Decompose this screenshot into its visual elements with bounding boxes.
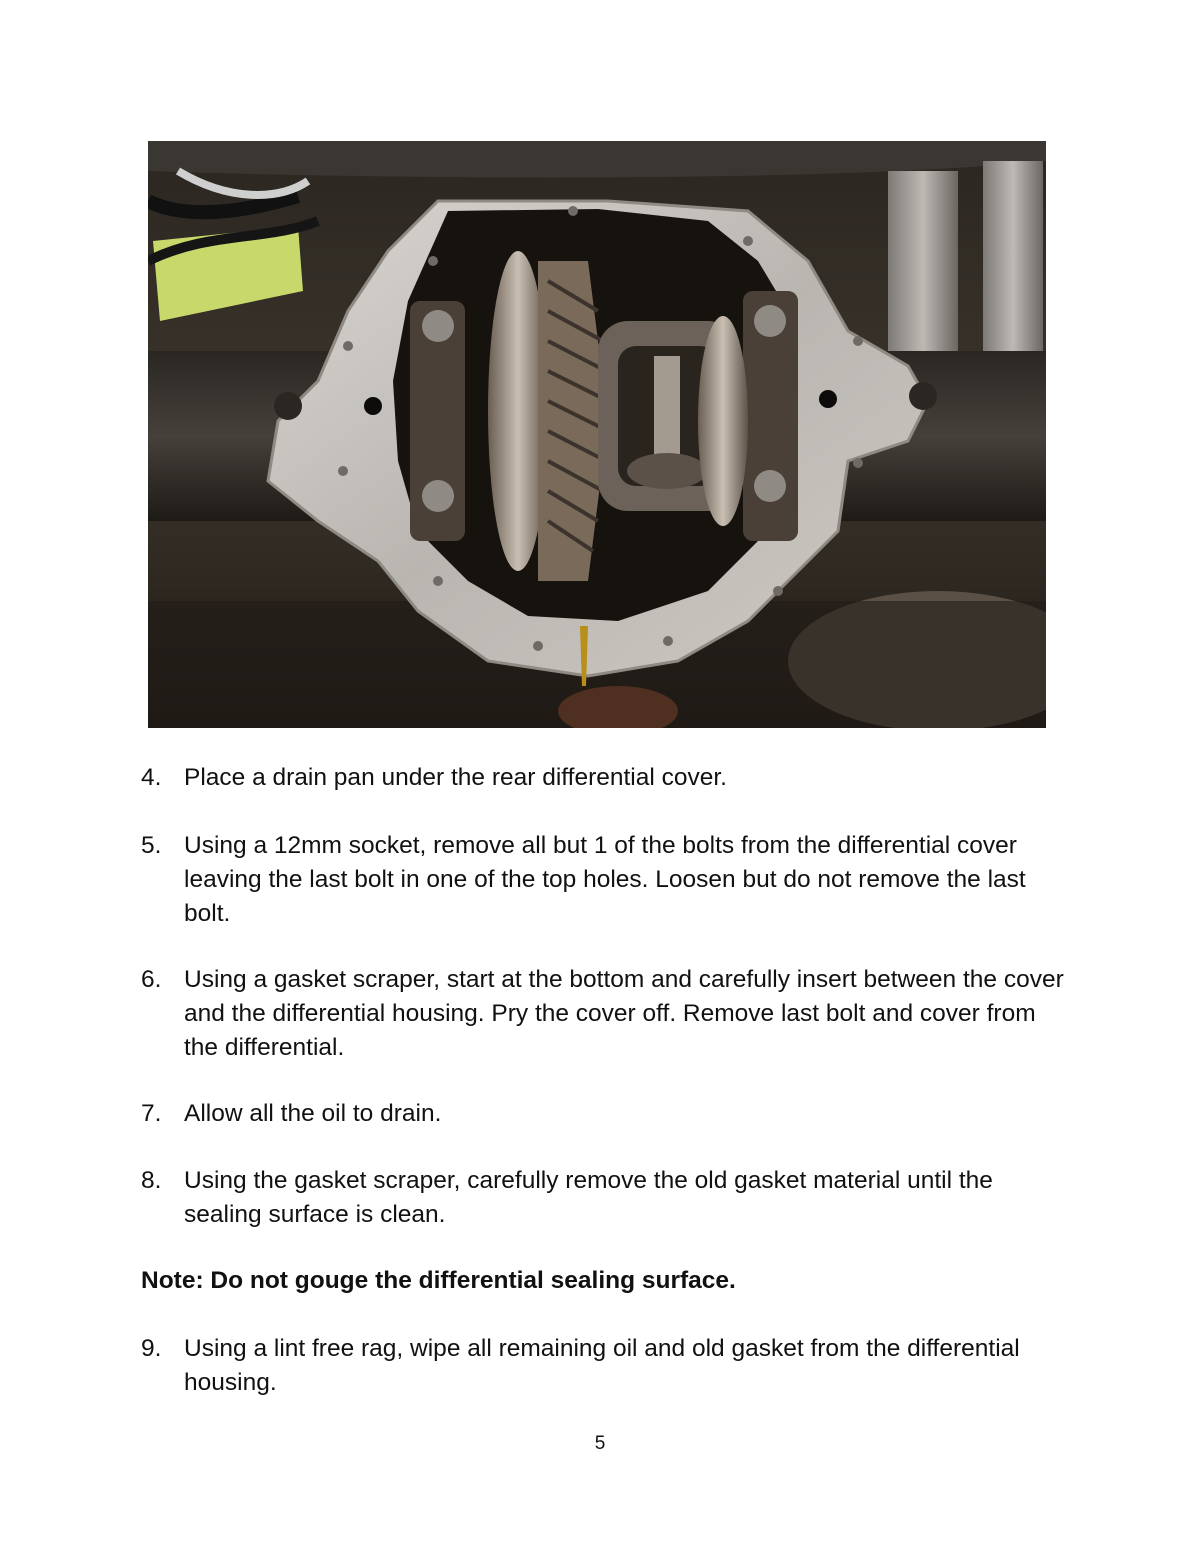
step-number: 4.	[141, 764, 162, 791]
step-item	[141, 829, 1071, 931]
caution-note: Note: Do not gouge the differential sealing surface.	[141, 1267, 736, 1294]
step-text: Allow all the oil to drain.	[184, 1100, 442, 1127]
step-text: Place a drain pan under the rear differential cover.	[184, 764, 727, 791]
step-number: 7.	[141, 1100, 162, 1127]
step-item	[141, 1164, 1071, 1232]
step-text: Using a lint free rag, wipe all remaining oil and old gasket from the differential housing.	[184, 1335, 1020, 1396]
step-item	[141, 963, 1071, 1065]
differential-photo	[148, 141, 1046, 728]
step-number: 6.	[141, 966, 162, 993]
step-item	[141, 1097, 1071, 1131]
step-text: Using a 12mm socket, remove all but 1 of the bolts from the differential cover leaving the last bolt in one of the top holes. Loosen but do not remove the last bolt.	[184, 832, 1026, 927]
step-number: 8.	[141, 1167, 162, 1194]
step-number: 9.	[141, 1335, 162, 1362]
page-number: 5	[594, 1433, 606, 1454]
step-number: 5.	[141, 832, 162, 859]
step-text: Using the gasket scraper, carefully remove the old gasket material until the sealing surface is clean.	[184, 1167, 993, 1228]
step-item	[141, 1332, 1071, 1400]
step-item	[141, 761, 1071, 795]
step-text: Using a gasket scraper, start at the bottom and carefully insert between the cover and the differential housing. Pry the cover off. Remove last bolt and cover from the differential.	[184, 966, 1064, 1061]
